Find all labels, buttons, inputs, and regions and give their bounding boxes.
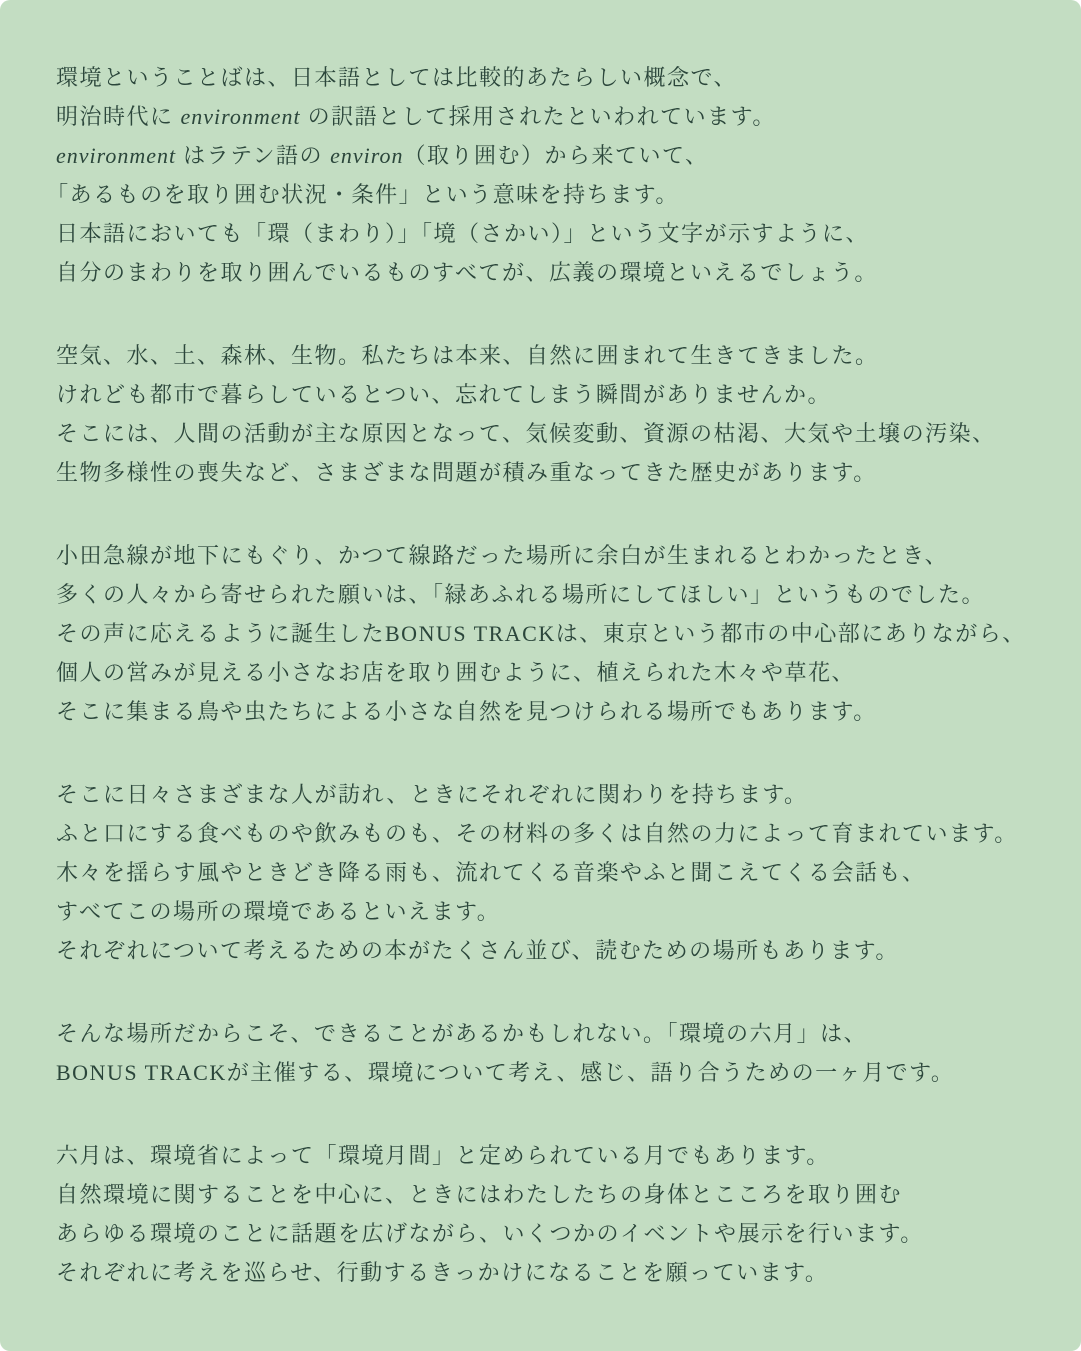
text-line (56, 214, 1041, 253)
text-line (56, 653, 1041, 692)
text-segment: 自分のまわりを取り囲んでいるものすべてが、広義の環境といえるでしょう。 (56, 260, 878, 285)
paragraph (56, 536, 1041, 731)
text-line (56, 97, 1041, 136)
paragraph (56, 1014, 1041, 1092)
text-segment: 明治時代に (56, 104, 181, 129)
text-segment: 生物多様性の喪失など、さまざまな問題が積み重なってきた歴史があります。 (56, 460, 877, 485)
text-segment: 「あるものを取り囲む状況・条件」という意味を持ちます。 (46, 182, 679, 207)
text-segment: けれども都市で暮らしているとつい、忘れてしまう瞬間がありませんか。 (56, 382, 832, 407)
text-segment: ふと口にする食べものや飲みものも、その材料の多くは自然の力によって育まれています。 (56, 821, 1018, 846)
latin-italic-text: environment (180, 104, 301, 129)
text-segment: の訳語として採用されたといわれています。 (300, 104, 776, 129)
text-line (56, 775, 1041, 814)
text-segment: 個人の営みが見える小さなお店を取り囲むように、植えられた木々や草花、 (56, 660, 856, 685)
text-segment: そこに集まる鳥や虫たちによる小さな自然を見つけられる場所でもあります。 (56, 699, 877, 724)
text-segment: 空気、水、土、森林、生物。私たちは本来、自然に囲まれて生きてきました。 (56, 343, 879, 368)
text-line (56, 1014, 1041, 1053)
document-body (46, 58, 1041, 1292)
text-line (56, 136, 1041, 175)
text-line (56, 1136, 1041, 1175)
text-line (56, 614, 1041, 653)
text-line (56, 1053, 1041, 1092)
text-segment: 自然環境に関することを中心に、ときにはわたしたちの身体とこころを取り囲む (56, 1182, 903, 1207)
text-line (56, 1214, 1041, 1253)
text-segment: それぞれについて考えるための本がたくさん並び、読むための場所もあります。 (56, 938, 899, 963)
text-segment: 六月は、環境省によって「環境月間」と定められている月でもあります。 (56, 1143, 830, 1168)
text-segment: 環境ということばは、日本語としては比較的あたらしい概念で、 (56, 65, 738, 90)
text-line (56, 58, 1041, 97)
text-line (56, 1175, 1041, 1214)
text-segment: あらゆる環境のことに話題を広げながら、いくつかのイベントや展示を行います。 (56, 1221, 924, 1246)
latin-italic-text: environ (330, 143, 404, 168)
text-line (56, 414, 1041, 453)
text-line (46, 175, 1041, 214)
text-segment: そこに日々さまざまな人が訪れ、ときにそれぞれに関わりを持ちます。 (56, 782, 808, 807)
text-line (56, 375, 1041, 414)
text-line (56, 336, 1041, 375)
text-line (56, 692, 1041, 731)
paragraph (56, 1136, 1041, 1292)
text-segment: 木々を揺らす風やときどき降る雨も、流れてくる音楽やふと聞こえてくる会話も、 (56, 860, 926, 885)
text-segment: （取り囲む）から来ていて、 (403, 143, 709, 168)
text-segment: その声に応えるように誕生したBONUS TRACKは、東京という都市の中心部にありながら、 (56, 621, 1026, 646)
text-line (56, 892, 1041, 931)
paragraph (46, 58, 1041, 292)
text-segment: そこには、人間の活動が主な原因となって、気候変動、資源の枯渇、大気や土壌の汚染、 (56, 421, 996, 446)
text-line (56, 814, 1041, 853)
text-line (56, 536, 1041, 575)
text-segment: そんな場所だからこそ、できることがあるかもしれない。「環境の六月」は、 (56, 1021, 868, 1046)
text-segment: 小田急線が地下にもぐり、かつて線路だった場所に余白が生まれるとわかったとき、 (56, 543, 949, 568)
paragraph (56, 336, 1041, 492)
text-segment: 多くの人々から寄せられた願いは、「緑あふれる場所にしてほしい」というものでした。 (56, 582, 986, 607)
text-segment: BONUS TRACKが主催する、環境について考え、感じ、語り合うための一ヶ月です。 (56, 1060, 955, 1085)
latin-italic-text: environment (56, 143, 177, 168)
text-segment: はラテン語の (176, 143, 331, 168)
text-line (56, 253, 1041, 292)
text-line (56, 931, 1041, 970)
text-segment: それぞれに考えを巡らせ、行動するきっかけになることを願っています。 (56, 1260, 829, 1285)
text-line (56, 1253, 1041, 1292)
text-line (56, 853, 1041, 892)
paragraph (56, 775, 1041, 970)
text-line (56, 575, 1041, 614)
text-segment: すべてこの場所の環境であるといえます。 (56, 899, 501, 924)
text-segment: 日本語においても「環（まわり）」「境（さかい）」という文字が示すように、 (56, 221, 870, 246)
text-line (56, 453, 1041, 492)
